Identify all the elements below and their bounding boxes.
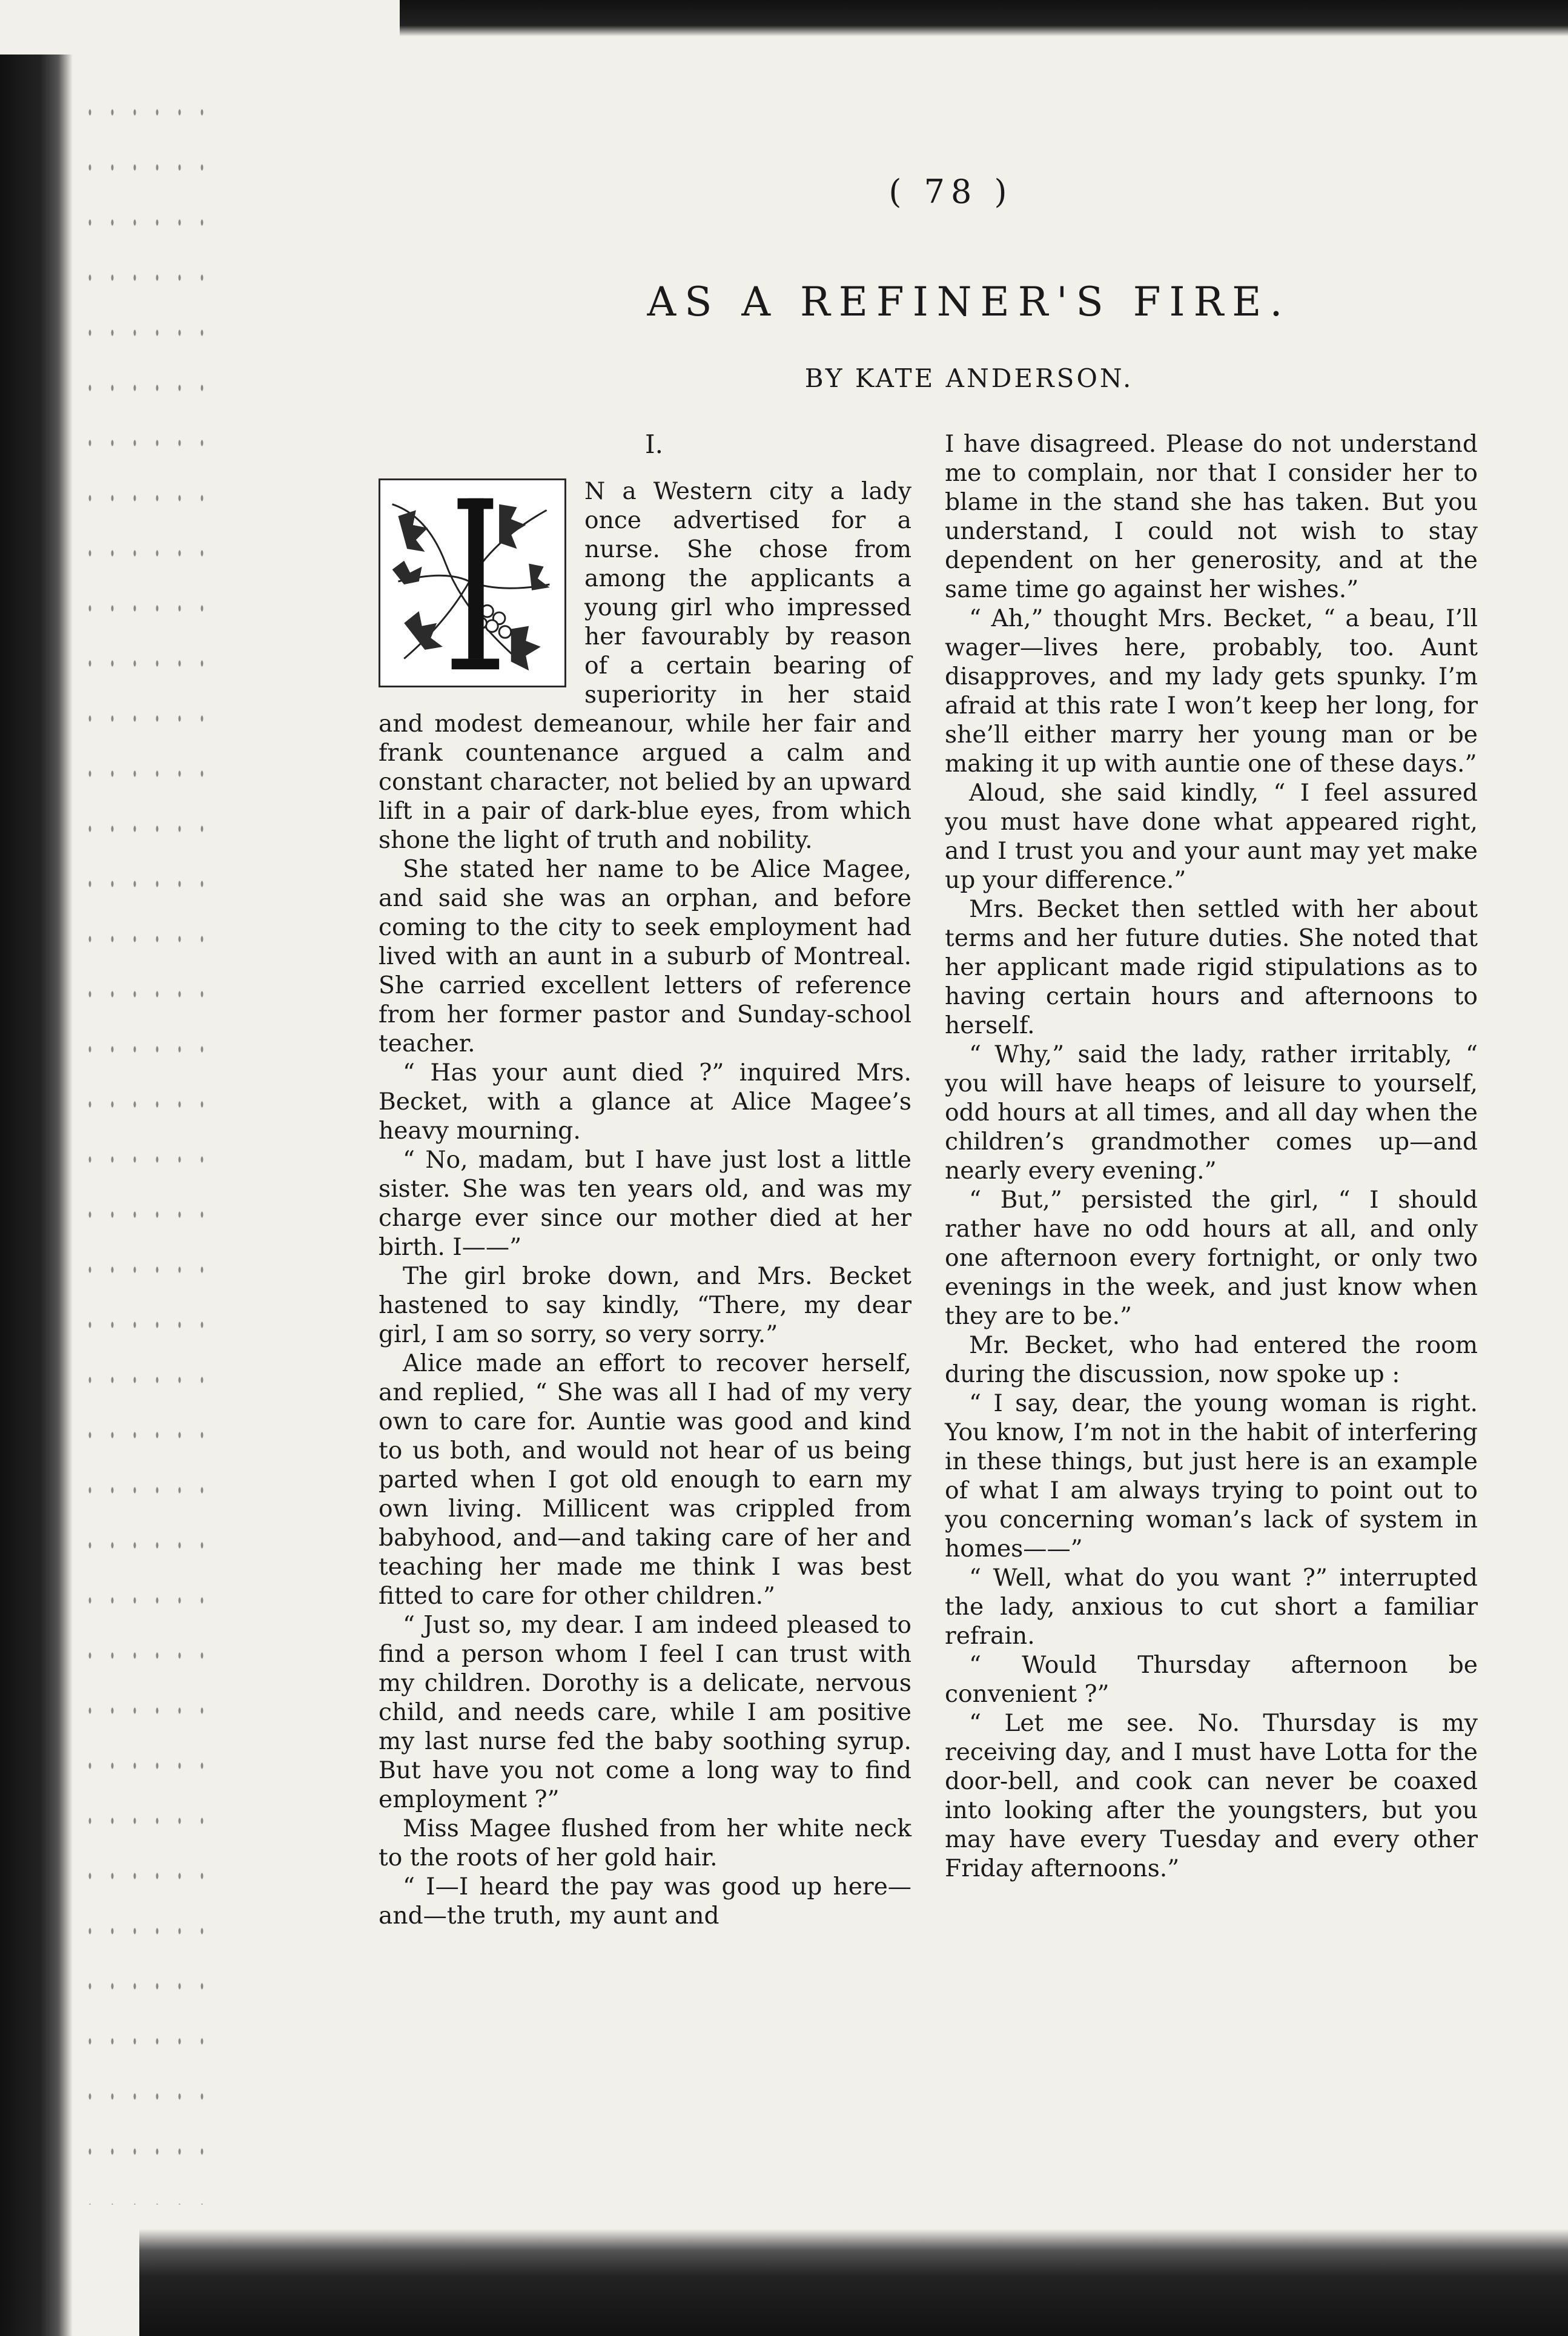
page-number: ( 78 ) — [888, 173, 1013, 211]
holly-ornament-icon — [380, 480, 564, 686]
paragraph: Aloud, she said kindly, “ I feel assured you must have done what appeared right, and I trust you and your aunt may yet make up your difference.” — [945, 779, 1478, 894]
paragraph: Mr. Becket, who had entered the room during the discussion, now spoke up : — [945, 1332, 1478, 1388]
paragraph: Alice made an effort to recover herself, and replied, “ She was all I had of my very own to care for. Auntie was good and kind to us both, and would not hear of us being parted when I got old enough to earn my own living. Millicent was crippled from babyhood, and—and taking care of her and teaching her made me think I was best fitted to care for other children.” — [379, 1350, 911, 1610]
article-byline: BY KATE ANDERSON. — [804, 363, 1134, 393]
paragraph: The girl broke down, and Mrs. Becket hastened to say kindly, “There, my dear girl, I am so sorry, so very sorry.” — [379, 1263, 911, 1348]
paragraph: Miss Magee flushed from her white neck to the roots of her gold hair. — [379, 1815, 911, 1871]
paragraph: I have disagreed. Please do not understand me to complain, nor that I consider her to blame in the stand she has taken. But you understand, I could not wish to stay dependent on her generosity, and at the same time go against her wishes.” — [945, 431, 1478, 603]
paragraph: “ Has your aunt died ?” inquired Mrs. Becket, with a glance at Alice Magee’s heavy mourning. — [379, 1059, 911, 1145]
left-column — [379, 430, 911, 1931]
paragraph: “ Why,” said the lady, rather irritably, “ you will have heaps of leisure to yourself, odd hours at all times, and all day when the children’s grandmother comes up—and nearly every evening.” — [945, 1041, 1478, 1185]
paragraph: “ Would Thursday afternoon be convenient ?” — [945, 1652, 1478, 1708]
paragraph: “ Ah,” thought Mrs. Becket, “ a beau, I’ll wager—lives here, probably, too. Aunt disapproves, and my lady gets spunky. I’m afraid at this rate I won’t keep her long, for she’ll either marry her young man or be making it up with auntie one of these days.” — [945, 605, 1478, 778]
paragraph: She stated her name to be Alice Magee, and said she was an orphan, and before coming to the city to seek employment had lived with an aunt in a suburb of Montreal. She carried excellent letters of reference from her former pastor and Sunday-school teacher. — [379, 856, 911, 1057]
ornamental-drop-cap — [379, 478, 566, 687]
section-number: I. — [645, 429, 663, 459]
scan-edge-left — [0, 55, 73, 2336]
paragraph: Mrs. Becket then settled with her about terms and her future duties. She noted that her applicant made rigid stipulations as to having certain hours and afternoons to herself. — [945, 896, 1478, 1039]
paragraph: “ Well, what do you want ?” interrupted the lady, anxious to cut short a familiar refrain. — [945, 1564, 1478, 1650]
paragraph: N a Western city a lady once advertised for a nurse. She chose from among the applicants a young girl who impressed her favourably by reason of a certain bearing of superiority in her staid and modest demeanour, while her fair and frank countenance argued a calm and constant character, not belied by an upward lift in a pair of dark-blue eyes, from which shone the light of truth and nobility. — [379, 478, 911, 854]
paragraph: “ Just so, my dear. I am indeed pleased to find a person whom I feel I can trust with my children. Dorothy is a delicate, nervous child, and needs care, while I am positive my last nurse fed the baby soothing syrup. But have you not come a long way to find employment ?” — [379, 1612, 911, 1813]
paragraph: “ I—I heard the pay was good up here—and—the truth, my aunt and — [379, 1873, 911, 1930]
scan-edge-bottom — [139, 2229, 1568, 2336]
paragraph: “ But,” persisted the girl, “ I should rather have no odd hours at all, and only one afternoon every fortnight, or only two evenings in the week, and just know when they are to be.” — [945, 1186, 1478, 1330]
paragraph: “ Let me see. No. Thursday is my receiving day, and I must have Lotta for the door-bell, and cook can never be coaxed into looking after the youngsters, but you may have every Tuesday and every other Friday afternoons.” — [945, 1710, 1478, 1882]
right-column — [945, 430, 1478, 1884]
paragraph: “ I say, dear, the young woman is right. You know, I’m not in the habit of interfering in these things, but just here is an example of what I am always trying to point out to you concerning woman’s lack of system in homes——” — [945, 1390, 1478, 1563]
scan-edge-top — [400, 0, 1568, 36]
article-title: AS A REFINER'S FIRE. — [647, 279, 1291, 325]
scan-speckle — [79, 85, 218, 2205]
paragraph: “ No, madam, but I have just lost a little sister. She was ten years old, and was my charge ever since our mother died at her birth. I——” — [379, 1146, 911, 1261]
